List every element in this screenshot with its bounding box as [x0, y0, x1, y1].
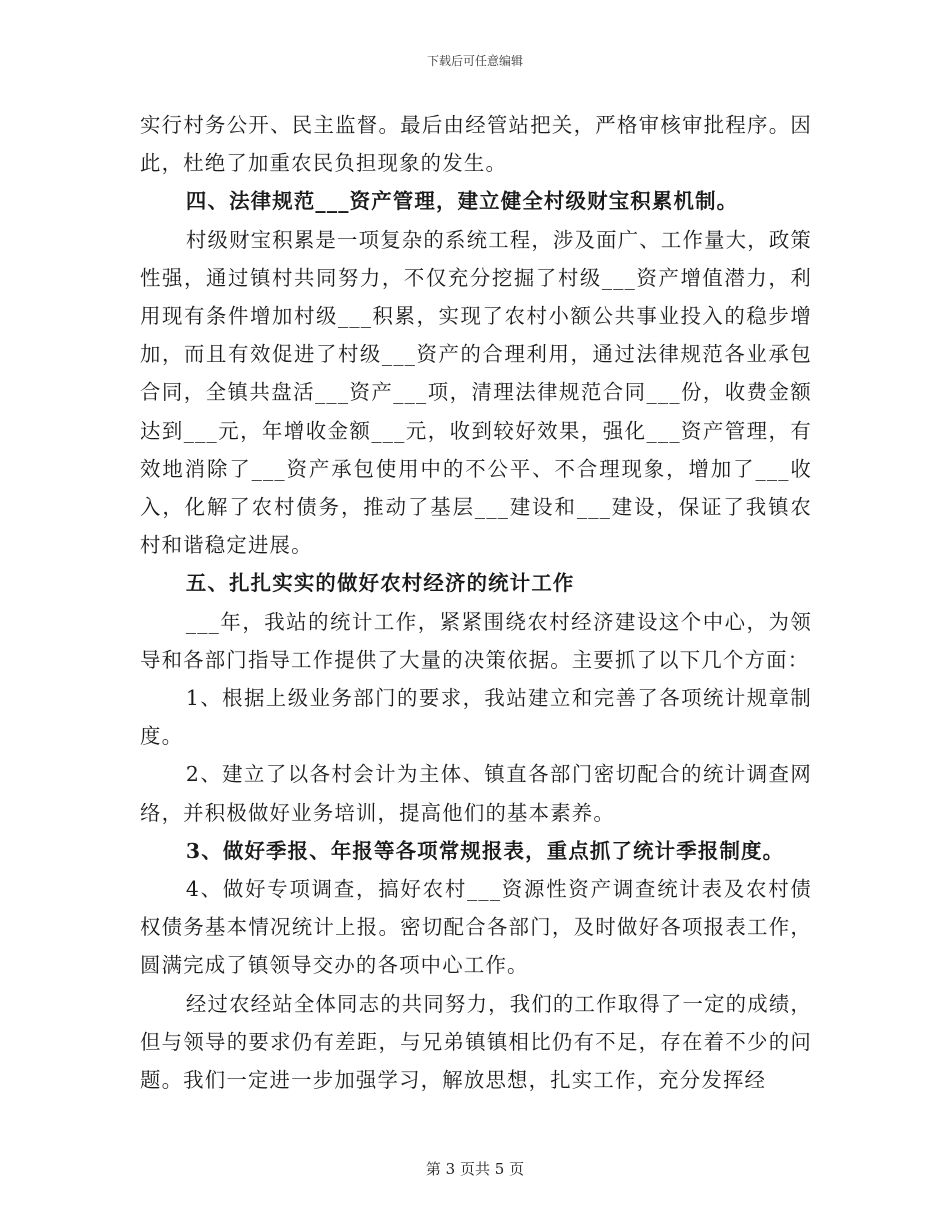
list-item-3: 3、做好季报、年报等各项常规报表，重点抓了统计季报制度。	[185, 838, 785, 863]
list-item-4: 4、做好专项调查，搞好农村___资源性资产调查统计表及农村债权债务基本情况统计上报。密切配合各部门，及时做好各项报表工作，圆满完成了镇领导交办的各项中心工作。	[140, 877, 812, 978]
list-item-1: 1、根据上级业务部门的要求，我站建立和完善了各项统计规章制度。	[140, 686, 812, 749]
section-heading-4: 四、法律规范___资产管理，建立健全村级财宝积累机制。	[185, 189, 739, 214]
section-heading-5: 五、扎扎实实的做好农村经济的统计工作	[185, 571, 575, 596]
list-item-2: 2、建立了以各村会计为主体、镇直各部门密切配合的统计调查网络，并积极做好业务培训，提高他们的基本素养。	[140, 762, 812, 825]
paragraph-statistics-intro: ___年，我站的统计工作，紧紧围绕农村经济建设这个中心，为领导和各部门指导工作提供了大量的决策依据。主要抓了以下几个方面：	[140, 609, 812, 672]
paragraph-conclusion: 经过农经站全体同志的共同努力，我们的工作取得了一定的成绩，但与领导的要求仍有差距，与兄弟镇镇相比仍有不足，存在着不少的问题。我们一定进一步加强学习，解放思想，扎实工作，充分发挥经	[140, 991, 813, 1093]
page-header: 下载后可任意编辑	[426, 54, 523, 68]
document-body	[140, 106, 812, 1099]
paragraph-asset-accumulation: 村级财宝积累是一项复杂的系统工程，涉及面广、工作量大，政策性强，通过镇村共同努力，不仅充分挖掘了村级___资产增值潜力，利用现有条件增加村级___积累，实现了农村小额公共事业投入的稳步增加，而且有效促进了村级___资产的合理利用，通过法律规范各业承包合同，全镇共盘活___资产___项，清理法律规范合同___份，收费金额达到___元，年增收金额___元，收到较好效果，强化___资产管理，有效地消除了___资产承包使用中的不公平、不合理现象，增加了___收入，化解了农村债务，推动了基层___建设和___建设，保证了我镇农村和谐稳定进展。	[140, 227, 813, 558]
paragraph-continuation: 实行村务公开、民主监督。最后由经管站把关，严格审核审批程序。因此，杜绝了加重农民负担现象的发生。	[140, 113, 812, 176]
page-number: 第 3 页共 5 页	[425, 1160, 525, 1178]
